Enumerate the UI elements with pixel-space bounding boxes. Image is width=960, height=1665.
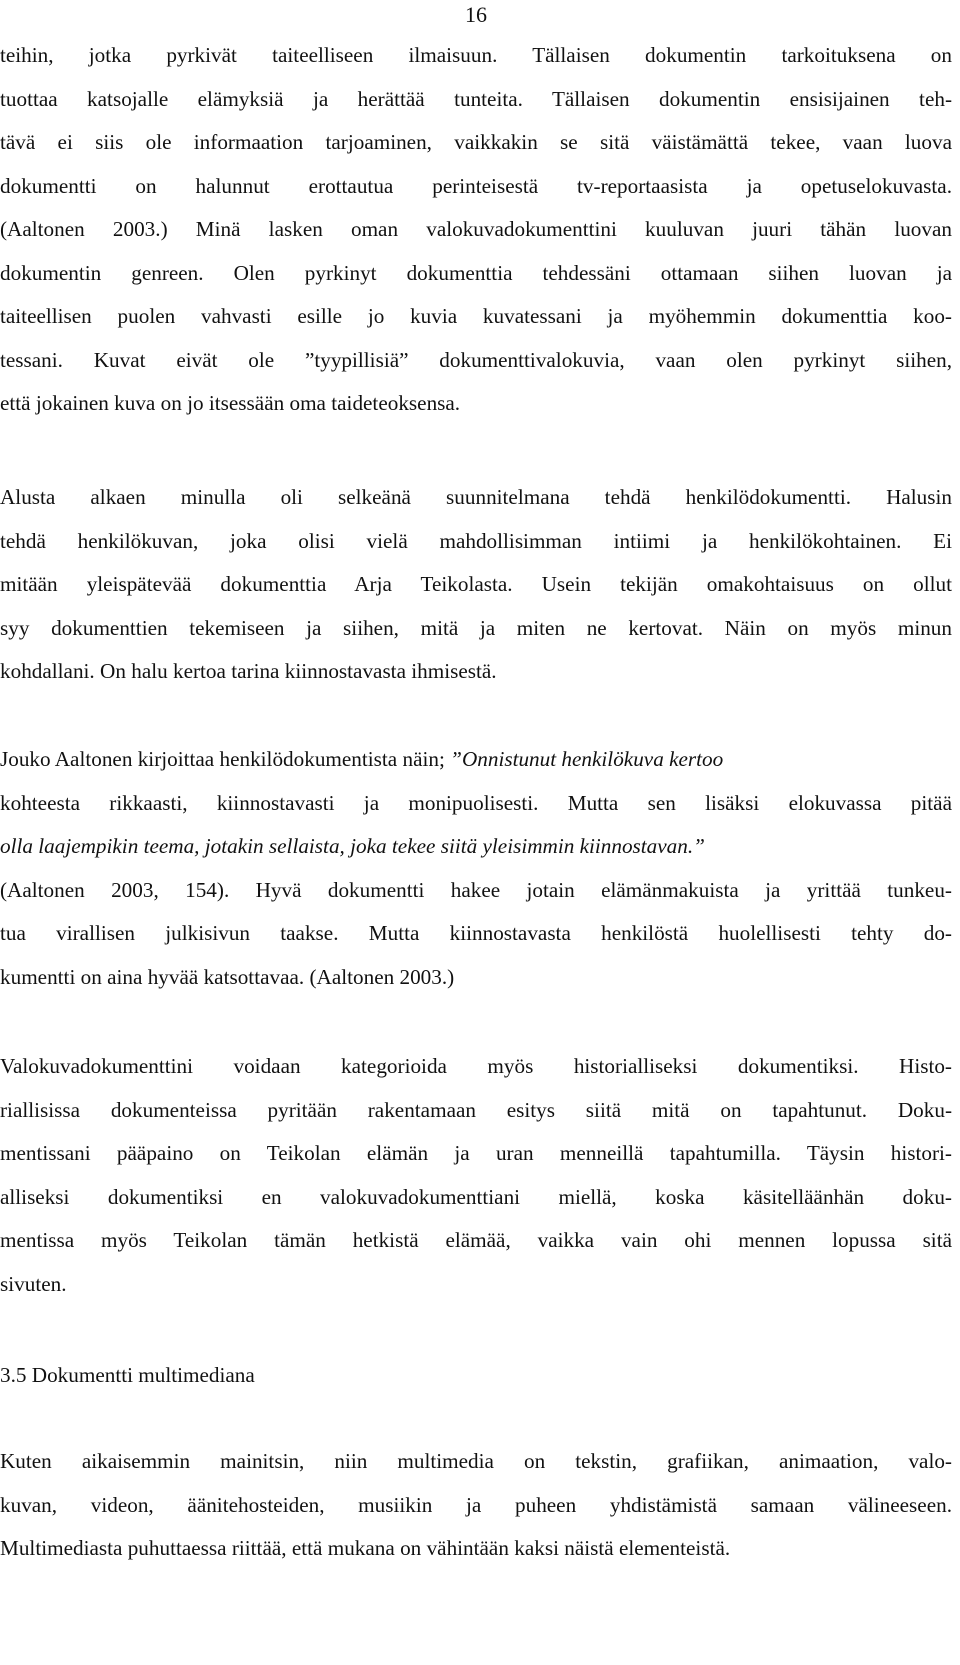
text-line: että jokainen kuva on jo itsessään oma taideteoksensa. — [0, 391, 461, 415]
section-heading: 3.5 Dokumentti multimediana — [0, 1363, 255, 1387]
text-line: kuvan, videon, äänitehosteiden, musiikin ja puheen yhdistämistä samaan välineeseen. — [0, 1492, 952, 1517]
quote-intro: Jouko Aaltonen kirjoittaa henkilödokumentista näin; — [0, 747, 451, 771]
paragraph-4 — [0, 1045, 952, 1306]
text-line: mentissa myös Teikolan tämän hetkistä elämää, vaikka vain ohi mennen lopussa sitä — [0, 1228, 952, 1252]
paragraph-2 — [0, 476, 952, 694]
text-line: Multimediasta puhuttaessa riittää, että mukana on vähintään kaksi näistä elementeistä. — [0, 1536, 731, 1560]
text-line: Kuten aikaisemmin mainitsin, niin multimedia on tekstin, grafiikan, animaation, valo- — [0, 1449, 952, 1473]
text-line: kumentti on aina hyvää katsottavaa. (Aaltonen 2003.) — [0, 964, 455, 989]
text-line: (Aaltonen 2003, 154). Hyvä dokumentti hakee jotain elämänmakuista ja yrittää tunkeu- — [0, 877, 952, 902]
text-line: alliseksi dokumentiksi en valokuvadokumenttiani miellä, koska käsitelläänhän doku- — [0, 1184, 952, 1209]
text-line: tehdä henkilökuvan, joka olisi vielä mahdollisimman intiimi ja henkilökohtainen. Ei — [0, 528, 952, 553]
paragraph-1 — [0, 34, 952, 426]
text-line: taiteellisen puolen vahvasti esille jo kuvia kuvatessani ja myöhemmin dokumenttia koo- — [0, 304, 952, 328]
text-line: tuottaa katsojalle elämyksiä ja herättää tunteita. Tällaisen dokumentin ensisijainen teh- — [0, 86, 952, 111]
quote-intro-line — [0, 738, 952, 782]
paragraph-3 — [0, 738, 952, 999]
text-line: mitään yleispätevää dokumenttia Arja Teikolasta. Usein tekijän omakohtaisuus on ollut — [0, 572, 952, 596]
text-line: teihin, jotka pyrkivät taiteelliseen ilmaisuun. Tällaisen dokumentin tarkoituksena on — [0, 43, 952, 67]
text-line: dokumentti on halunnut erottautua perinteisestä tv-reportaasista ja opetuselokuvasta. — [0, 173, 952, 198]
text-line: (Aaltonen 2003.) Minä lasken oman valokuvadokumenttini kuuluvan juuri tähän luovan — [0, 217, 952, 241]
text-line: syy dokumenttien tekemiseen ja siihen, mitä ja miten ne kertovat. Näin on myös minun — [0, 615, 952, 640]
text-line: tessani. Kuvat eivät ole ”tyypillisiä” dokumenttivalokuvia, vaan olen pyrkinyt siihen, — [0, 347, 952, 372]
text-line: sivuten. — [0, 1271, 67, 1296]
quote-end: olla laajempikin teema, jotakin sellaista, joka tekee siitä yleisimmin kiinnostavan.” — [0, 834, 705, 858]
text-line: riallisissa dokumenteissa pyritään rakentamaan esitys siitä mitä on tapahtunut. Doku- — [0, 1097, 952, 1122]
text-line: kohteesta rikkaasti, kiinnostavasti ja monipuolisesti. Mutta sen lisäksi elokuvassa pitää — [0, 790, 952, 815]
text-line: kohdallani. On halu kertoa tarina kiinnostavasta ihmisestä. — [0, 659, 497, 683]
text-line: Alusta alkaen minulla oli selkeänä suunnitelmana tehdä henkilödokumentti. Halusin — [0, 485, 952, 509]
paragraph-5 — [0, 1440, 952, 1571]
page-number: 16 — [465, 2, 487, 27]
text-line: tävä ei siis ole informaation tarjoaminen, vaikkakin se sitä väistämättä tekee, vaan luova — [0, 130, 952, 154]
text-line: tua virallisen julkisivun taakse. Mutta kiinnostavasta henkilöstä huolellisesti tehty do- — [0, 921, 952, 945]
quote-start: ”Onnistunut henkilökuva kertoo — [450, 747, 724, 771]
text-line: dokumentin genreen. Olen pyrkinyt dokumenttia tehdessäni ottamaan siihen luovan ja — [0, 260, 952, 285]
text-line: Valokuvadokumenttini voidaan kategorioida myös historialliseksi dokumentiksi. Histo- — [0, 1054, 952, 1078]
text-line: mentissani pääpaino on Teikolan elämän ja uran menneillä tapahtumilla. Täysin histori- — [0, 1141, 952, 1165]
